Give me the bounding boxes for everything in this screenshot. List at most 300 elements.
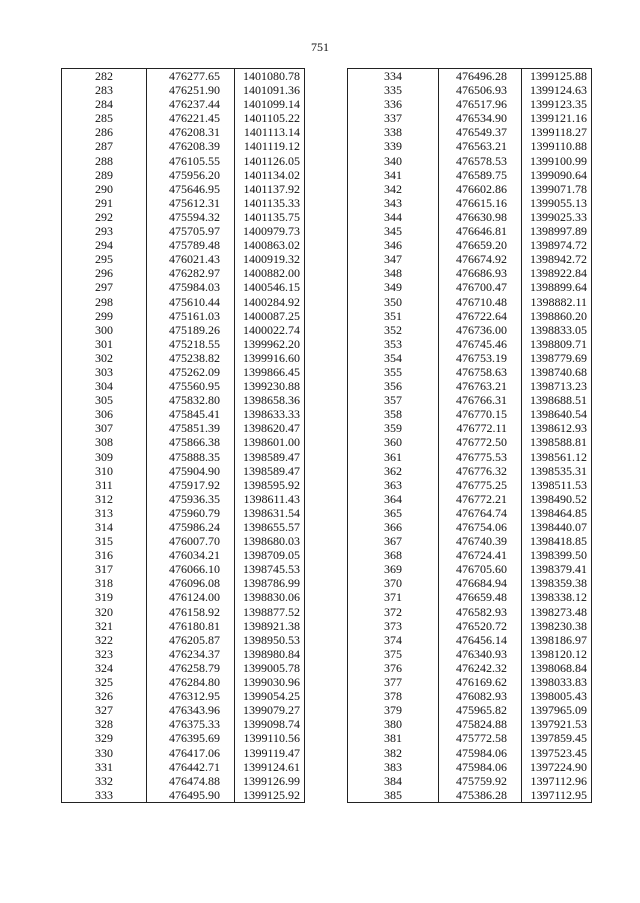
x-coordinate-cell: 476772.21 [439,492,522,506]
table-row [62,351,305,365]
table-row [62,182,305,196]
x-coordinate-cell: 475218.55 [147,337,235,351]
y-coordinate-cell: 1401105.22 [235,111,305,125]
x-coordinate-cell: 476343.96 [147,703,235,717]
x-coordinate-cell: 475904.90 [147,464,235,478]
y-coordinate-cell: 1399100.99 [522,154,592,168]
point-number-cell: 358 [348,407,439,421]
y-coordinate-cell: 1398740.68 [522,365,592,379]
y-coordinate-cell: 1399110.56 [235,731,305,745]
x-coordinate-cell: 476520.72 [439,619,522,633]
x-coordinate-cell: 476417.06 [147,746,235,760]
x-coordinate-cell: 475965.82 [439,703,522,717]
table-row [62,266,305,280]
y-coordinate-cell: 1401091.36 [235,83,305,97]
x-coordinate-cell: 476375.33 [147,717,235,731]
table-row [348,69,592,84]
y-coordinate-cell: 1398655.57 [235,520,305,534]
point-number-cell: 385 [348,788,439,803]
x-coordinate-cell: 476705.60 [439,562,522,576]
y-coordinate-cell: 1398658.36 [235,393,305,407]
table-row [62,309,305,323]
table-row [348,478,592,492]
point-number-cell: 347 [348,252,439,266]
x-coordinate-cell: 475845.41 [147,407,235,421]
y-coordinate-cell: 1399005.78 [235,661,305,675]
point-number-cell: 357 [348,393,439,407]
point-number-cell: 324 [62,661,147,675]
table-row [62,365,305,379]
point-number-cell: 292 [62,210,147,224]
point-number-cell: 321 [62,619,147,633]
table-row [62,605,305,619]
y-coordinate-cell: 1398786.99 [235,576,305,590]
x-coordinate-cell: 476766.31 [439,393,522,407]
point-number-cell: 346 [348,238,439,252]
table-row [62,280,305,294]
y-coordinate-cell: 1398379.41 [522,562,592,576]
x-coordinate-cell: 476740.39 [439,534,522,548]
table-row [348,788,592,803]
x-coordinate-cell: 475705.97 [147,224,235,238]
point-number-cell: 365 [348,506,439,520]
point-number-cell: 313 [62,506,147,520]
table-row [62,97,305,111]
y-coordinate-cell: 1399119.47 [235,746,305,760]
table-row [62,788,305,803]
x-coordinate-cell: 476208.31 [147,125,235,139]
x-coordinate-cell: 476674.92 [439,252,522,266]
table-row [62,168,305,182]
point-number-cell: 327 [62,703,147,717]
table-row [62,492,305,506]
point-number-cell: 380 [348,717,439,731]
table-row [348,351,592,365]
table-row [62,703,305,717]
point-number-cell: 316 [62,548,147,562]
x-coordinate-cell: 475161.03 [147,309,235,323]
x-coordinate-cell: 476124.00 [147,590,235,604]
x-coordinate-cell: 475917.92 [147,478,235,492]
point-number-cell: 296 [62,266,147,280]
table-row [348,464,592,478]
x-coordinate-cell: 476770.15 [439,407,522,421]
x-coordinate-cell: 476710.48 [439,295,522,309]
table-row [348,605,592,619]
y-coordinate-cell: 1398589.47 [235,464,305,478]
x-coordinate-cell: 476736.00 [439,323,522,337]
y-coordinate-cell: 1398809.71 [522,337,592,351]
y-coordinate-cell: 1399126.99 [235,774,305,788]
table-row [348,731,592,745]
table-row [62,450,305,464]
y-coordinate-cell: 1399866.45 [235,365,305,379]
y-coordinate-cell: 1398033.83 [522,675,592,689]
x-coordinate-cell: 476772.50 [439,435,522,449]
point-number-cell: 320 [62,605,147,619]
point-number-cell: 307 [62,421,147,435]
point-number-cell: 291 [62,196,147,210]
point-number-cell: 331 [62,760,147,774]
y-coordinate-cell: 1400546.15 [235,280,305,294]
y-coordinate-cell: 1400863.02 [235,238,305,252]
y-coordinate-cell: 1398922.84 [522,266,592,280]
y-coordinate-cell: 1398860.20 [522,309,592,323]
x-coordinate-cell: 476495.90 [147,788,235,803]
y-coordinate-cell: 1400284.92 [235,295,305,309]
y-coordinate-cell: 1401113.14 [235,125,305,139]
x-coordinate-cell: 475612.31 [147,196,235,210]
x-coordinate-cell: 475888.35 [147,450,235,464]
x-coordinate-cell: 476772.11 [439,421,522,435]
x-coordinate-cell: 475832.80 [147,393,235,407]
point-number-cell: 368 [348,548,439,562]
table-row [348,548,592,562]
x-coordinate-cell: 475984.06 [439,746,522,760]
x-coordinate-cell: 476034.21 [147,548,235,562]
x-coordinate-cell: 476684.94 [439,576,522,590]
left-coordinate-table [61,68,305,803]
table-row [348,365,592,379]
table-row [62,435,305,449]
table-row [62,393,305,407]
point-number-cell: 284 [62,97,147,111]
point-number-cell: 306 [62,407,147,421]
table-row [348,266,592,280]
point-number-cell: 356 [348,379,439,393]
y-coordinate-cell: 1398713.23 [522,379,592,393]
table-row [348,576,592,590]
x-coordinate-cell: 476775.53 [439,450,522,464]
y-coordinate-cell: 1398120.12 [522,647,592,661]
table-row [348,379,592,393]
x-coordinate-cell: 476496.28 [439,69,522,84]
x-coordinate-cell: 476753.19 [439,351,522,365]
x-coordinate-cell: 475759.92 [439,774,522,788]
point-number-cell: 333 [62,788,147,803]
point-number-cell: 309 [62,450,147,464]
y-coordinate-cell: 1398611.43 [235,492,305,506]
y-coordinate-cell: 1399125.92 [235,788,305,803]
point-number-cell: 373 [348,619,439,633]
point-number-cell: 345 [348,224,439,238]
table-row [348,746,592,760]
y-coordinate-cell: 1400919.32 [235,252,305,266]
x-coordinate-cell: 476234.37 [147,647,235,661]
point-number-cell: 355 [348,365,439,379]
point-number-cell: 286 [62,125,147,139]
page-number: 751 [311,40,329,54]
point-number-cell: 315 [62,534,147,548]
y-coordinate-cell: 1398561.12 [522,450,592,464]
point-number-cell: 338 [348,125,439,139]
y-coordinate-cell: 1397224.90 [522,760,592,774]
y-coordinate-cell: 1401080.78 [235,69,305,84]
point-number-cell: 300 [62,323,147,337]
table-row [62,379,305,393]
y-coordinate-cell: 1398640.54 [522,407,592,421]
table-row [348,774,592,788]
point-number-cell: 352 [348,323,439,337]
x-coordinate-cell: 475824.88 [439,717,522,731]
y-coordinate-cell: 1398680.03 [235,534,305,548]
y-coordinate-cell: 1399118.27 [522,125,592,139]
x-coordinate-cell: 476282.97 [147,266,235,280]
point-number-cell: 304 [62,379,147,393]
y-coordinate-cell: 1401119.12 [235,139,305,153]
x-coordinate-cell: 476775.25 [439,478,522,492]
x-coordinate-cell: 475262.09 [147,365,235,379]
y-coordinate-cell: 1398490.52 [522,492,592,506]
y-coordinate-cell: 1398440.07 [522,520,592,534]
table-row [348,661,592,675]
y-coordinate-cell: 1398899.64 [522,280,592,294]
y-coordinate-cell: 1398230.38 [522,619,592,633]
point-number-cell: 301 [62,337,147,351]
y-coordinate-cell: 1399125.88 [522,69,592,84]
x-coordinate-cell: 476776.32 [439,464,522,478]
table-row [62,689,305,703]
point-number-cell: 341 [348,168,439,182]
y-coordinate-cell: 1399098.74 [235,717,305,731]
table-row [348,407,592,421]
table-row [348,492,592,506]
x-coordinate-cell: 476602.86 [439,182,522,196]
point-number-cell: 349 [348,280,439,294]
table-row [348,717,592,731]
y-coordinate-cell: 1399090.64 [522,168,592,182]
table-row [62,337,305,351]
point-number-cell: 367 [348,534,439,548]
table-row [348,309,592,323]
point-number-cell: 302 [62,351,147,365]
x-coordinate-cell: 476763.21 [439,379,522,393]
y-coordinate-cell: 1399916.60 [235,351,305,365]
point-number-cell: 295 [62,252,147,266]
y-coordinate-cell: 1398830.06 [235,590,305,604]
point-number-cell: 360 [348,435,439,449]
table-row [62,295,305,309]
x-coordinate-cell: 475610.44 [147,295,235,309]
point-number-cell: 344 [348,210,439,224]
point-number-cell: 369 [348,562,439,576]
x-coordinate-cell: 475772.58 [439,731,522,745]
point-number-cell: 378 [348,689,439,703]
x-coordinate-cell: 475936.35 [147,492,235,506]
y-coordinate-cell: 1398950.53 [235,633,305,647]
table-row [62,506,305,520]
x-coordinate-cell: 476242.32 [439,661,522,675]
y-coordinate-cell: 1400882.00 [235,266,305,280]
table-row [62,323,305,337]
y-coordinate-cell: 1398595.92 [235,478,305,492]
table-row [348,760,592,774]
table-row [62,154,305,168]
point-number-cell: 290 [62,182,147,196]
point-number-cell: 330 [62,746,147,760]
table-row [348,393,592,407]
table-row [62,731,305,745]
point-number-cell: 334 [348,69,439,84]
point-number-cell: 370 [348,576,439,590]
y-coordinate-cell: 1400022.74 [235,323,305,337]
y-coordinate-cell: 1400087.25 [235,309,305,323]
table-row [348,675,592,689]
y-coordinate-cell: 1399054.25 [235,689,305,703]
y-coordinate-cell: 1398535.31 [522,464,592,478]
point-number-cell: 317 [62,562,147,576]
x-coordinate-cell: 476237.44 [147,97,235,111]
point-number-cell: 308 [62,435,147,449]
table-row [348,252,592,266]
y-coordinate-cell: 1397921.53 [522,717,592,731]
y-coordinate-cell: 1398418.85 [522,534,592,548]
table-row [62,407,305,421]
table-row [62,210,305,224]
x-coordinate-cell: 475238.82 [147,351,235,365]
y-coordinate-cell: 1398974.72 [522,238,592,252]
x-coordinate-cell: 476158.92 [147,605,235,619]
point-number-cell: 362 [348,464,439,478]
table-row [348,619,592,633]
point-number-cell: 361 [348,450,439,464]
table-row [62,421,305,435]
y-coordinate-cell: 1398601.00 [235,435,305,449]
y-coordinate-cell: 1398005.43 [522,689,592,703]
x-coordinate-cell: 476686.93 [439,266,522,280]
x-coordinate-cell: 475866.38 [147,435,235,449]
point-number-cell: 318 [62,576,147,590]
point-number-cell: 340 [348,154,439,168]
table-row [348,421,592,435]
table-row [348,224,592,238]
x-coordinate-cell: 476180.81 [147,619,235,633]
x-coordinate-cell: 476615.16 [439,196,522,210]
y-coordinate-cell: 1400979.73 [235,224,305,238]
point-number-cell: 363 [348,478,439,492]
point-number-cell: 372 [348,605,439,619]
point-number-cell: 298 [62,295,147,309]
y-coordinate-cell: 1399123.35 [522,97,592,111]
table-row [348,154,592,168]
point-number-cell: 312 [62,492,147,506]
table-row [348,280,592,294]
table-row [62,548,305,562]
point-number-cell: 303 [62,365,147,379]
table-row [348,238,592,252]
table-row [348,295,592,309]
table-row [62,576,305,590]
x-coordinate-cell: 476517.96 [439,97,522,111]
point-number-cell: 348 [348,266,439,280]
x-coordinate-cell: 476646.81 [439,224,522,238]
x-coordinate-cell: 476700.47 [439,280,522,294]
y-coordinate-cell: 1401135.33 [235,196,305,210]
y-coordinate-cell: 1401135.75 [235,210,305,224]
table-row [348,633,592,647]
y-coordinate-cell: 1399121.16 [522,111,592,125]
x-coordinate-cell: 475594.32 [147,210,235,224]
x-coordinate-cell: 475986.24 [147,520,235,534]
table-row [348,520,592,534]
point-number-cell: 351 [348,309,439,323]
x-coordinate-cell: 476312.95 [147,689,235,703]
x-coordinate-cell: 476724.41 [439,548,522,562]
y-coordinate-cell: 1399025.33 [522,210,592,224]
point-number-cell: 350 [348,295,439,309]
x-coordinate-cell: 476582.93 [439,605,522,619]
point-number-cell: 354 [348,351,439,365]
x-coordinate-cell: 476277.65 [147,69,235,84]
point-number-cell: 328 [62,717,147,731]
x-coordinate-cell: 475646.95 [147,182,235,196]
table-row [348,210,592,224]
y-coordinate-cell: 1398589.47 [235,450,305,464]
x-coordinate-cell: 476578.53 [439,154,522,168]
point-number-cell: 323 [62,647,147,661]
table-row [348,562,592,576]
point-number-cell: 384 [348,774,439,788]
point-number-cell: 381 [348,731,439,745]
point-number-cell: 343 [348,196,439,210]
y-coordinate-cell: 1398833.05 [522,323,592,337]
table-row [62,111,305,125]
table-row [348,196,592,210]
point-number-cell: 310 [62,464,147,478]
table-row [62,464,305,478]
table-row [348,450,592,464]
x-coordinate-cell: 476630.98 [439,210,522,224]
table-row [62,125,305,139]
y-coordinate-cell: 1399079.27 [235,703,305,717]
y-coordinate-cell: 1398921.38 [235,619,305,633]
y-coordinate-cell: 1398882.11 [522,295,592,309]
point-number-cell: 305 [62,393,147,407]
table-row [348,337,592,351]
y-coordinate-cell: 1399030.96 [235,675,305,689]
point-number-cell: 314 [62,520,147,534]
x-coordinate-cell: 476007.70 [147,534,235,548]
point-number-cell: 311 [62,478,147,492]
point-number-cell: 359 [348,421,439,435]
y-coordinate-cell: 1398338.12 [522,590,592,604]
x-coordinate-cell: 476659.48 [439,590,522,604]
y-coordinate-cell: 1398877.52 [235,605,305,619]
y-coordinate-cell: 1398980.84 [235,647,305,661]
point-number-cell: 329 [62,731,147,745]
table-row [62,661,305,675]
x-coordinate-cell: 476258.79 [147,661,235,675]
point-number-cell: 288 [62,154,147,168]
y-coordinate-cell: 1398359.38 [522,576,592,590]
point-number-cell: 293 [62,224,147,238]
x-coordinate-cell: 476758.63 [439,365,522,379]
point-number-cell: 297 [62,280,147,294]
table-row [348,703,592,717]
y-coordinate-cell: 1398464.85 [522,506,592,520]
y-coordinate-cell: 1398709.05 [235,548,305,562]
point-number-cell: 353 [348,337,439,351]
point-number-cell: 337 [348,111,439,125]
table-row [62,238,305,252]
x-coordinate-cell: 476021.43 [147,252,235,266]
table-row [348,83,592,97]
y-coordinate-cell: 1398997.89 [522,224,592,238]
point-number-cell: 322 [62,633,147,647]
x-coordinate-cell: 476205.87 [147,633,235,647]
x-coordinate-cell: 476745.46 [439,337,522,351]
point-number-cell: 335 [348,83,439,97]
